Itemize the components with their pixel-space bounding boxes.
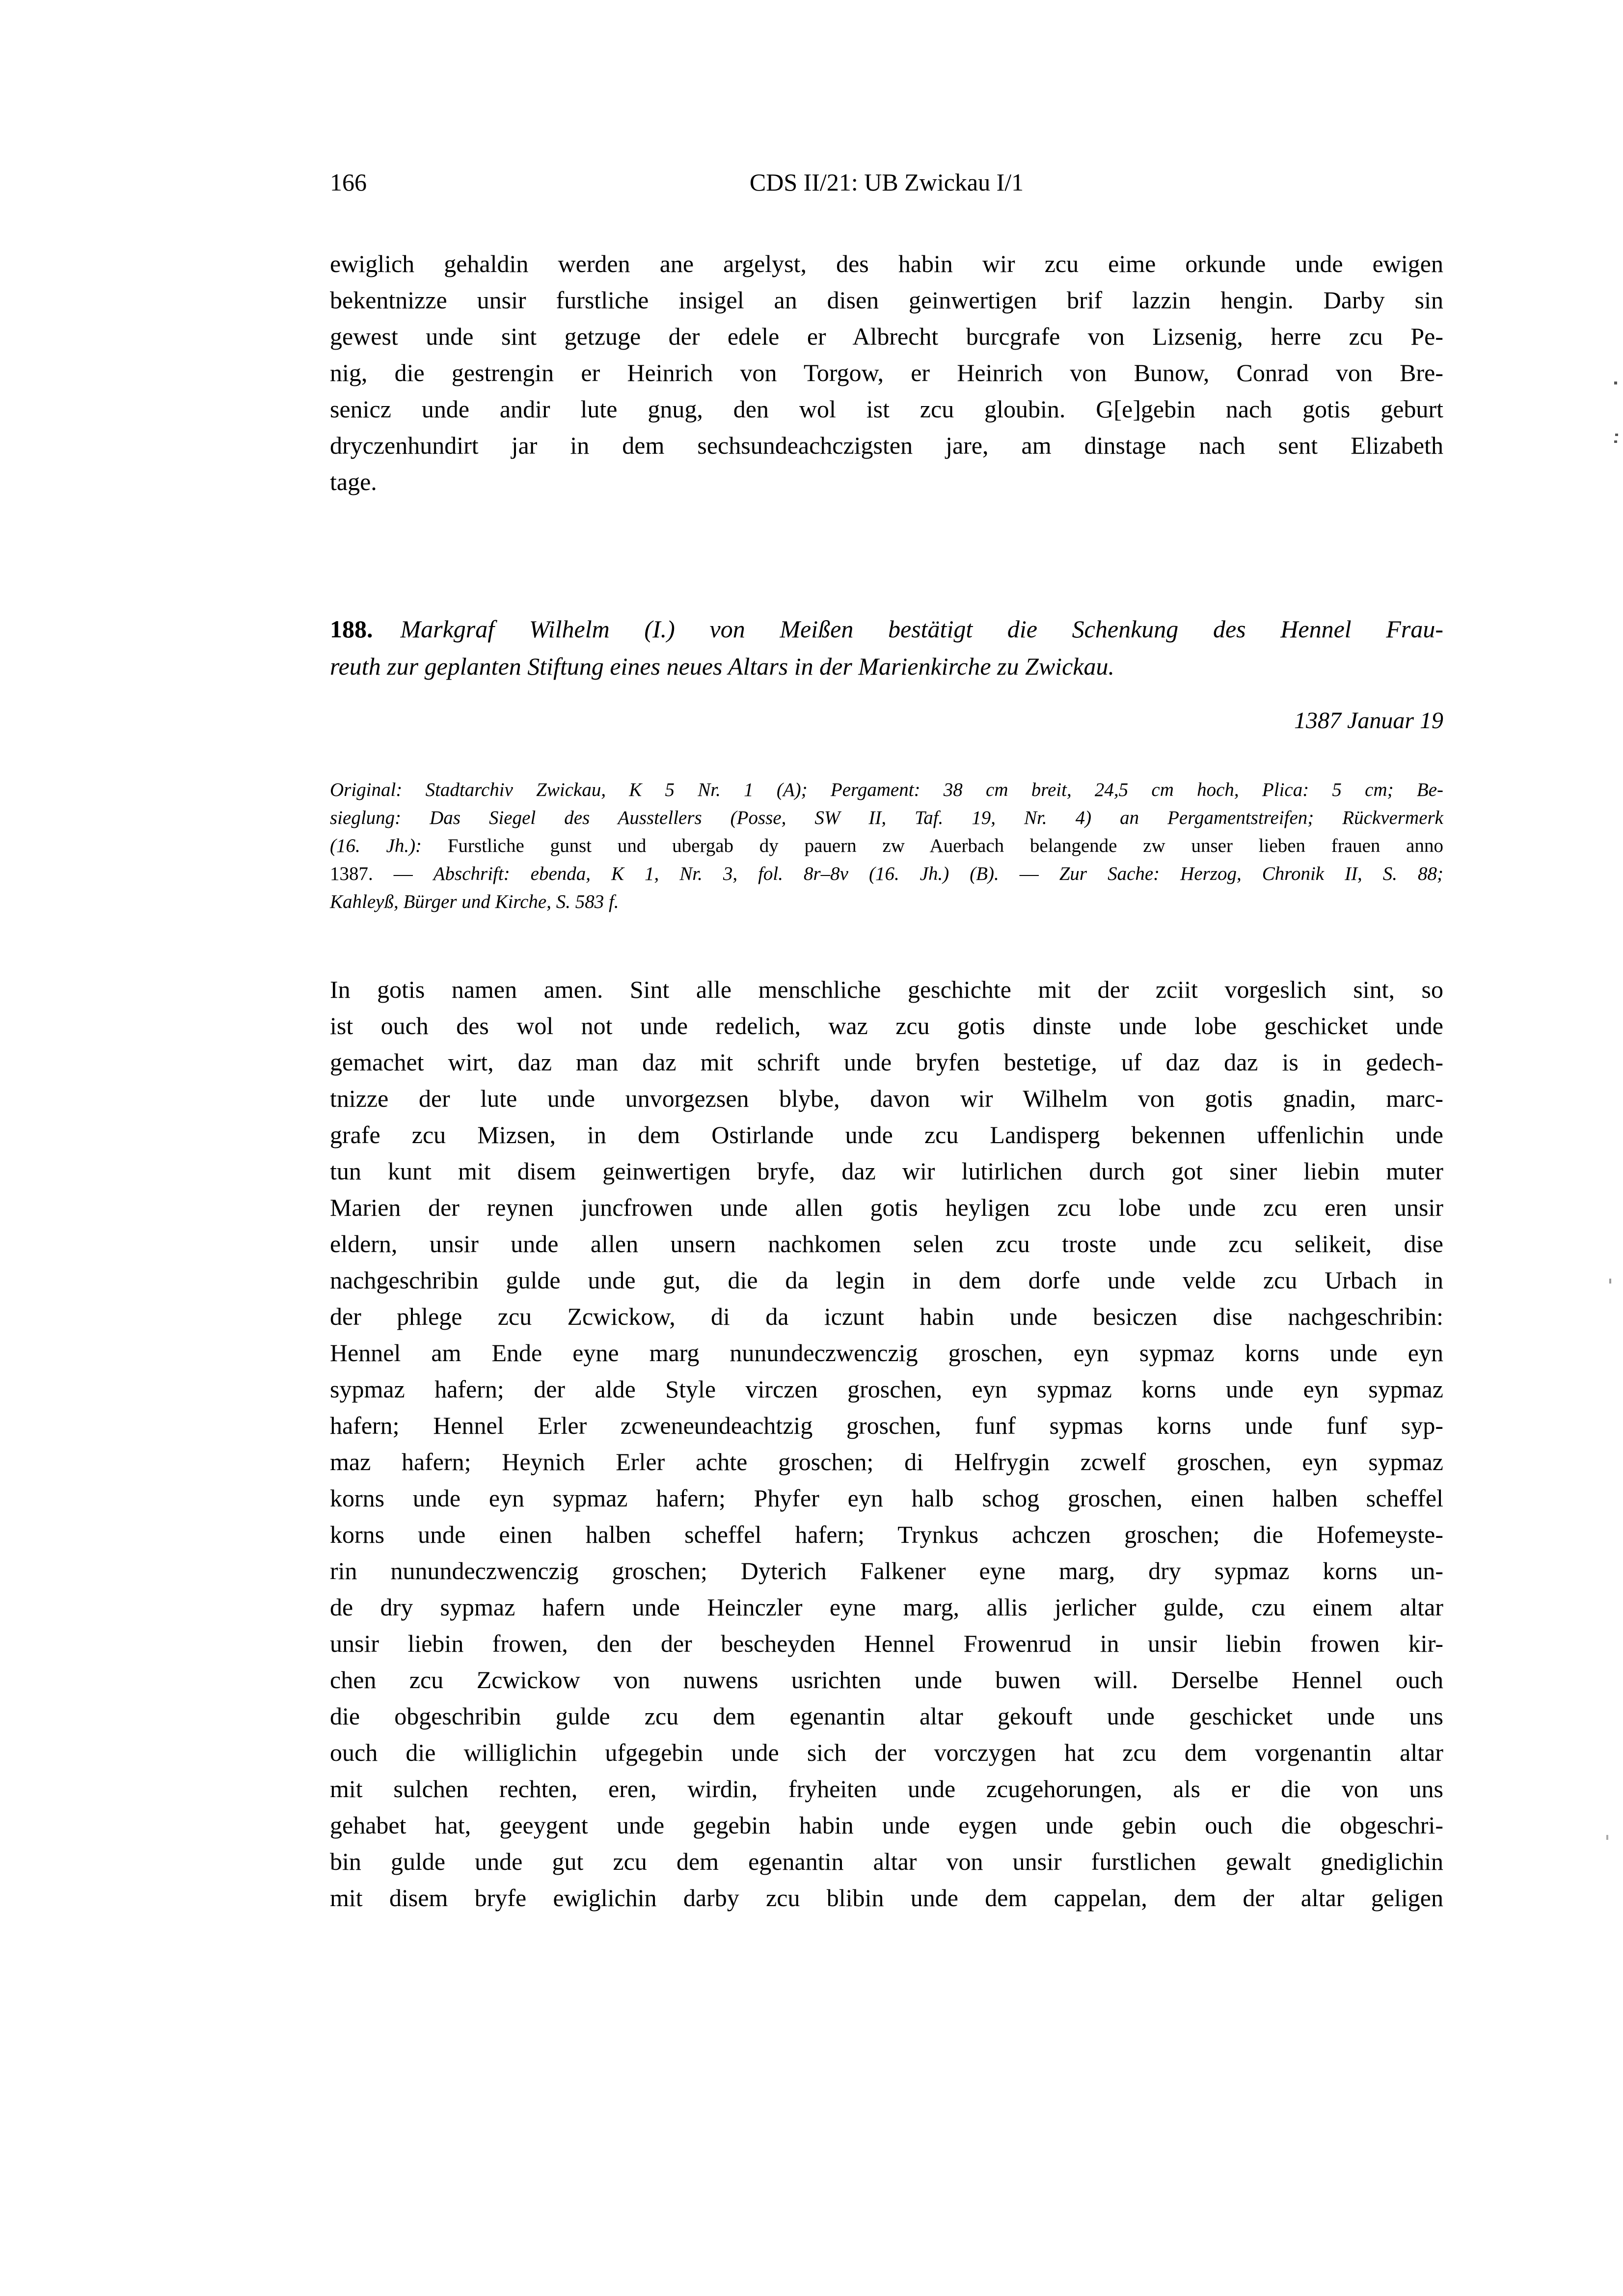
- running-title: CDS II/21: UB Zwickau I/1: [749, 168, 1024, 196]
- text-segment: Markgraf Wilhelm (I.) von Meißen bestätigt die Schenkung des Hennel Frau-: [400, 615, 1443, 643]
- text-segment: ist ouch des wol not unde redelich, waz zcu gotis dinste unde lobe geschicket unde: [330, 1012, 1443, 1039]
- text-line: [330, 1698, 1443, 1734]
- text-segment: nachgeschribin gulde unde gut, die da legin in dem dorfe unde velde zcu Urbach in: [330, 1266, 1443, 1294]
- text-segment: gemachet wirt, daz man daz mit schrift unde bryfen bestetige, uf daz daz is in gedech-: [330, 1048, 1443, 1076]
- scan-speck: [1606, 1835, 1608, 1840]
- text-line: [330, 1625, 1443, 1662]
- text-line: [330, 1480, 1443, 1516]
- page-number: 166: [330, 168, 367, 196]
- text-line: [330, 1407, 1443, 1444]
- text-line: [330, 804, 1443, 832]
- text-line: [330, 832, 1443, 860]
- previous-charter-end-paragraph: [330, 246, 1443, 500]
- text-line: [330, 1298, 1443, 1335]
- text-line: [330, 1444, 1443, 1480]
- text-segment: mit sulchen rechten, eren, wirdin, fryheiten unde zcugehorungen, als er die von uns: [330, 1775, 1443, 1803]
- text-segment: gehabet hat, geeygent unde gegebin habin unde eygen unde gebin ouch die obgeschri-: [330, 1811, 1443, 1839]
- text-line: [330, 1080, 1443, 1117]
- scan-speck: [1614, 382, 1617, 384]
- text-segment: die obgeschribin gulde zcu dem egenantin altar gekouft unde geschicket unde uns: [330, 1702, 1443, 1730]
- scan-speck: [1615, 434, 1618, 436]
- text-segment: grafe zcu Mizsen, in dem Ostirlande unde zcu Landisperg bekennen uffenlichin unde: [330, 1121, 1443, 1148]
- page-header: [330, 168, 1443, 198]
- text-segment: der phlege zcu Zcwickow, di da iczunt habin unde besiczen dise nachgeschribin:: [330, 1303, 1443, 1330]
- text-segment: 188.: [330, 615, 373, 643]
- text-line: [330, 1589, 1443, 1625]
- text-segment: reuth zur geplanten Stiftung eines neues Altars in der Marienkirche zu Zwickau.: [330, 653, 1114, 680]
- scan-speck: [1609, 1279, 1611, 1284]
- text-segment: 1387. —: [330, 863, 433, 884]
- text-segment: Furstliche gunst und ubergab dy pauern zw Auerbach belangende zw unser lieben frauen anno: [422, 835, 1443, 856]
- text-segment: mit disem bryfe ewiglichin darby zcu blibin unde dem cappelan, dem der altar geligen: [330, 1884, 1443, 1912]
- text-segment: senicz unde andir lute gnug, den wol ist zcu gloubin. G[e]gebin nach gotis geburt: [330, 395, 1443, 423]
- text-segment: —: [999, 863, 1059, 884]
- text-line: [330, 355, 1443, 391]
- entry-188-date: 1387 Januar 19: [1294, 708, 1443, 734]
- text-segment: (16. Jh.):: [330, 835, 422, 856]
- text-line: [330, 1371, 1443, 1407]
- text-segment: ouch die williglichin ufgegebin unde sich der vorczygen hat zcu dem vorgenantin altar: [330, 1739, 1443, 1766]
- text-line: [330, 1553, 1443, 1589]
- text-line: [330, 318, 1443, 355]
- scan-speck: [1614, 440, 1617, 443]
- text-segment: de dry sypmaz hafern unde Heinczler eyne marg, allis jerlicher gulde, czu einem altar: [330, 1593, 1443, 1621]
- text-segment: Original: Stadtarchiv Zwickau, K 5 Nr. 1 (A); Pergament: 38 cm breit, 24,5 cm hoch, Plica: 5 cm; Be-: [330, 779, 1443, 800]
- text-line: [330, 1516, 1443, 1553]
- text-segment: In gotis namen amen. Sint alle menschliche geschichte mit der zciit vorgeslich sint, so: [330, 976, 1443, 1003]
- text-segment: ewiglich gehaldin werden ane argelyst, des habin wir zcu eime orkunde unde ewigen: [330, 250, 1443, 277]
- entry-188-source-note: [330, 776, 1443, 916]
- text-line: [330, 776, 1443, 804]
- text-line: [330, 1226, 1443, 1262]
- text-line: [330, 610, 1443, 648]
- text-segment: korns unde einen halben scheffel hafern; Trynkus achczen groschen; die Hofemeyste-: [330, 1521, 1443, 1548]
- text-line: [330, 427, 1443, 464]
- text-segment: sieglung: Das Siegel des Ausstellers (Posse, SW II, Taf. 19, Nr. 4) an Pergamentstreifen; Rückvermerk: [330, 807, 1443, 828]
- text-line: [330, 1189, 1443, 1226]
- text-line: [330, 1044, 1443, 1080]
- text-line: [330, 860, 1443, 888]
- text-line: [330, 391, 1443, 427]
- text-line: [330, 282, 1443, 318]
- text-segment: hafern; Hennel Erler zcweneundeachtzig groschen, funf sypmas korns unde funf syp-: [330, 1412, 1443, 1439]
- text-segment: eldern, unsir unde allen unsern nachkomen selen zcu troste unde zcu selikeit, dise: [330, 1230, 1443, 1257]
- text-segment: bekentnizze unsir furstliche insigel an disen geinwertigen brif lazzin hengin. Darby sin: [330, 286, 1443, 314]
- text-segment: rin nunundeczwenczig groschen; Dyterich Falkener eyne marg, dry sypmaz korns un-: [330, 1557, 1443, 1585]
- text-segment: tage.: [330, 468, 377, 495]
- entry-188-charter-text: [330, 971, 1443, 1916]
- text-line: [330, 1807, 1443, 1843]
- text-segment: nig, die gestrengin er Heinrich von Torgow, er Heinrich von Bunow, Conrad von Bre-: [330, 359, 1443, 386]
- text-segment: sypmaz hafern; der alde Style virczen groschen, eyn sypmaz korns unde eyn sypmaz: [330, 1375, 1443, 1403]
- text-segment: unsir liebin frowen, den der bescheyden Hennel Frowenrud in unsir liebin frowen kir-: [330, 1630, 1443, 1657]
- text-line: [330, 888, 1443, 916]
- text-segment: gewest unde sint getzuge der edele er Albrecht burcgrafe von Lizsenig, herre zcu Pe-: [330, 323, 1443, 350]
- text-segment: Zur Sache: Herzog, Chronik II, S. 88;: [1059, 863, 1444, 884]
- text-segment: tnizze der lute unde unvorgezsen blybe, davon wir Wilhelm von gotis gnadin, marc-: [330, 1085, 1443, 1112]
- text-line: [330, 1771, 1443, 1807]
- text-line: [330, 648, 1443, 685]
- text-segment: Hennel am Ende eyne marg nunundeczwenczig groschen, eyn sypmaz korns unde eyn: [330, 1339, 1443, 1367]
- text-line: [330, 1008, 1443, 1044]
- text-segment: chen zcu Zcwickow von nuwens usrichten unde buwen will. Derselbe Hennel ouch: [330, 1666, 1443, 1694]
- text-line: [330, 246, 1443, 282]
- text-segment: bin gulde unde gut zcu dem egenantin altar von unsir furstlichen gewalt gnediglichin: [330, 1848, 1443, 1875]
- text-line: [330, 464, 1443, 500]
- text-line: [330, 1117, 1443, 1153]
- text-segment: maz hafern; Heynich Erler achte groschen; di Helfrygin zcwelf groschen, eyn sypmaz: [330, 1448, 1443, 1476]
- text-line: [330, 1880, 1443, 1916]
- text-segment: Abschrift: ebenda, K 1, Nr. 3, fol. 8r–8v (16. Jh.) (B).: [433, 863, 999, 884]
- text-line: [330, 1262, 1443, 1298]
- text-line: [330, 1734, 1443, 1771]
- text-line: [330, 1843, 1443, 1880]
- text-segment: tun kunt mit disem geinwertigen bryfe, daz wir lutirlichen durch got siner liebin muter: [330, 1157, 1443, 1185]
- text-segment: korns unde eyn sypmaz hafern; Phyfer eyn halb schog groschen, einen halben scheffel: [330, 1484, 1443, 1512]
- text-line: [330, 1335, 1443, 1371]
- text-segment: Marien der reynen juncfrowen unde allen gotis heyligen zcu lobe unde zcu eren unsir: [330, 1194, 1443, 1221]
- text-line: [330, 971, 1443, 1008]
- text-segment: Kahleyß, Bürger und Kirche, S. 583 f.: [330, 891, 619, 912]
- text-segment: dryczenhundirt jar in dem sechsundeachczigsten jare, am dinstage nach sent Elizabeth: [330, 432, 1443, 459]
- entry-188-heading: [330, 610, 1443, 685]
- text-line: [330, 1662, 1443, 1698]
- text-line: [330, 1153, 1443, 1189]
